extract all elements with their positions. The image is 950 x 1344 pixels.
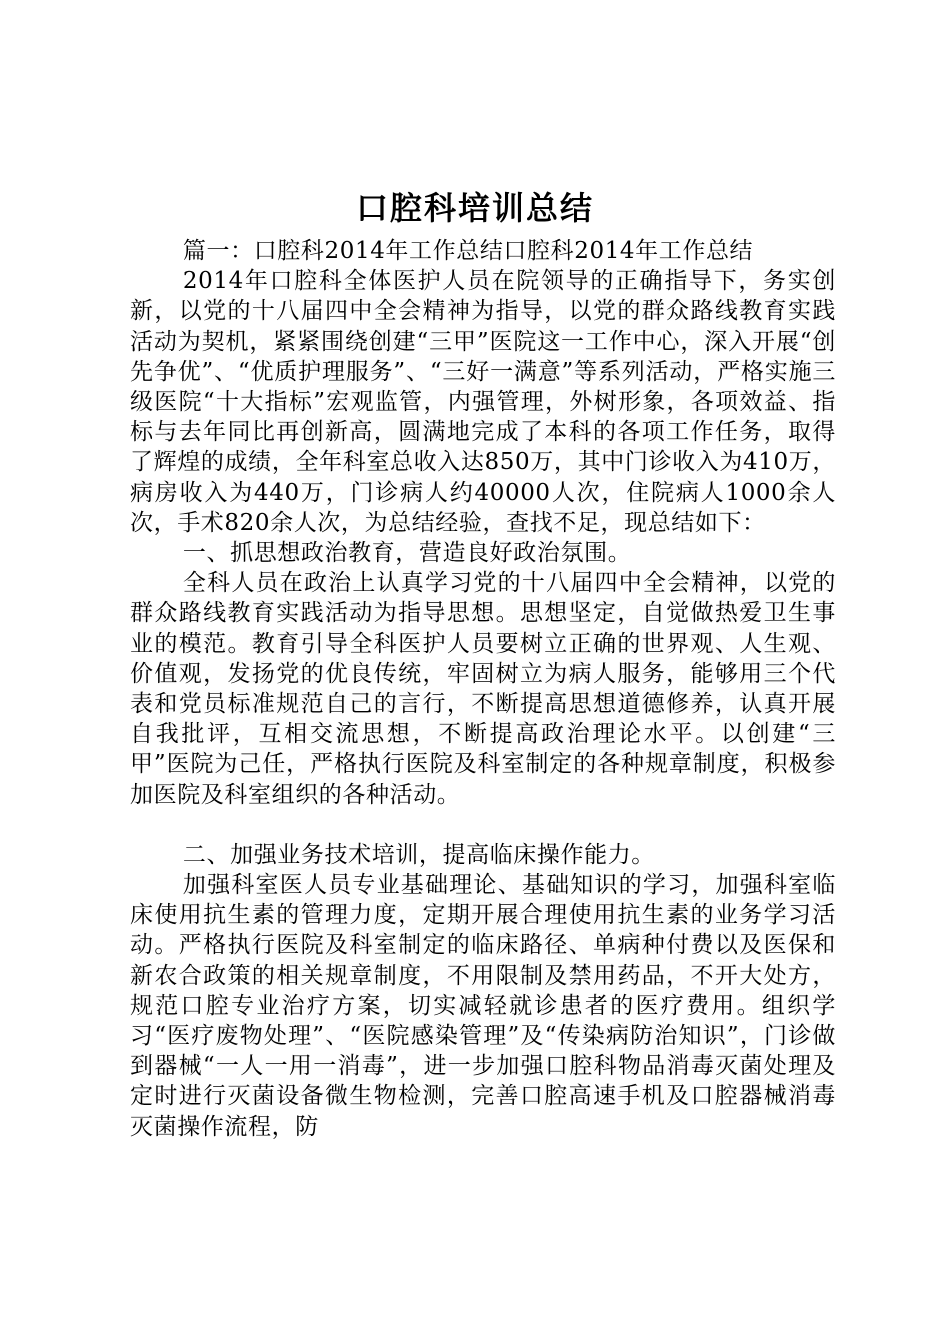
- document-title: 口腔科培训总结: [355, 189, 594, 227]
- paragraph-summary: 2014年口腔科全体医护人员在院领导的正确指导下，务实创新，以党的十八届四中全会精神为指导，以党的群众路线教育实践活动为契机，紧紧围绕创建“三甲”医院这一工作中心，深入开展“创先争优”、“优质护理服务”、“三好一满意”等系列活动，严格实施三级医院“十大指标”宏观监管，内强管理，外树形象，各项效益、指标与去年同比再创新高，圆满地完成了本科的各项工作任务，取得了辉煌的成绩，全年科室总收入达850万，其中门诊收入为410万，病房收入为440万，门诊病人约40000人次，住院病人1000余人次，手术820余人次，为总结经验，查找不足，现总结如下：: [130, 268, 836, 536]
- paragraph-section-2: 加强科室医人员专业基础理论、基础知识的学习，加强科室临床使用抗生素的管理力度，定期开展合理使用抗生素的业务学习活动。严格执行医院及科室制定的临床路径、单病种付费以及医保和新农合政策的相关规章制度，不用限制及禁用药品，不开大处方，规范口腔专业治疗方案，切实减轻就诊患者的医疗费用。组织学习“医疗废物处理”、“医院感染管理”及“传染病防治知识”，门诊做到器械“一人一用一消毒”，进一步加强口腔科物品消毒灭菌处理及定时进行灭菌设备微生物检测，完善口腔高速手机及口腔器械消毒灭菌操作流程，防: [130, 872, 836, 1140]
- section-heading-2: 二、加强业务技术培训，提高临床操作能力。: [182, 841, 655, 868]
- document-body: [130, 236, 836, 1142]
- paragraph-intro-heading: 篇一：口腔科2014年工作总结口腔科2014年工作总结: [182, 238, 754, 264]
- paragraph-section-1: 全科人员在政治上认真学习党的十八届四中全会精神，以党的群众路线教育实践活动为指导思想。思想坚定，自觉做热爱卫生事业的模范。教育引导全科医护人员要树立正确的世界观、人生观、价值观，发扬党的优良传统，牢固树立为病人服务，能够用三个代表和党员标准规范自己的言行，不断提高思想道德修养，认真开展自我批评，互相交流思想，不断提高政治理论水平。以创建“三甲”医院为己任，严格执行医院及科室制定的各种规章制度，积极参加医院及科室组织的各种活动。: [130, 570, 836, 808]
- section-heading-1: 一、抓思想政治教育，营造良好政治氛围。: [182, 540, 632, 567]
